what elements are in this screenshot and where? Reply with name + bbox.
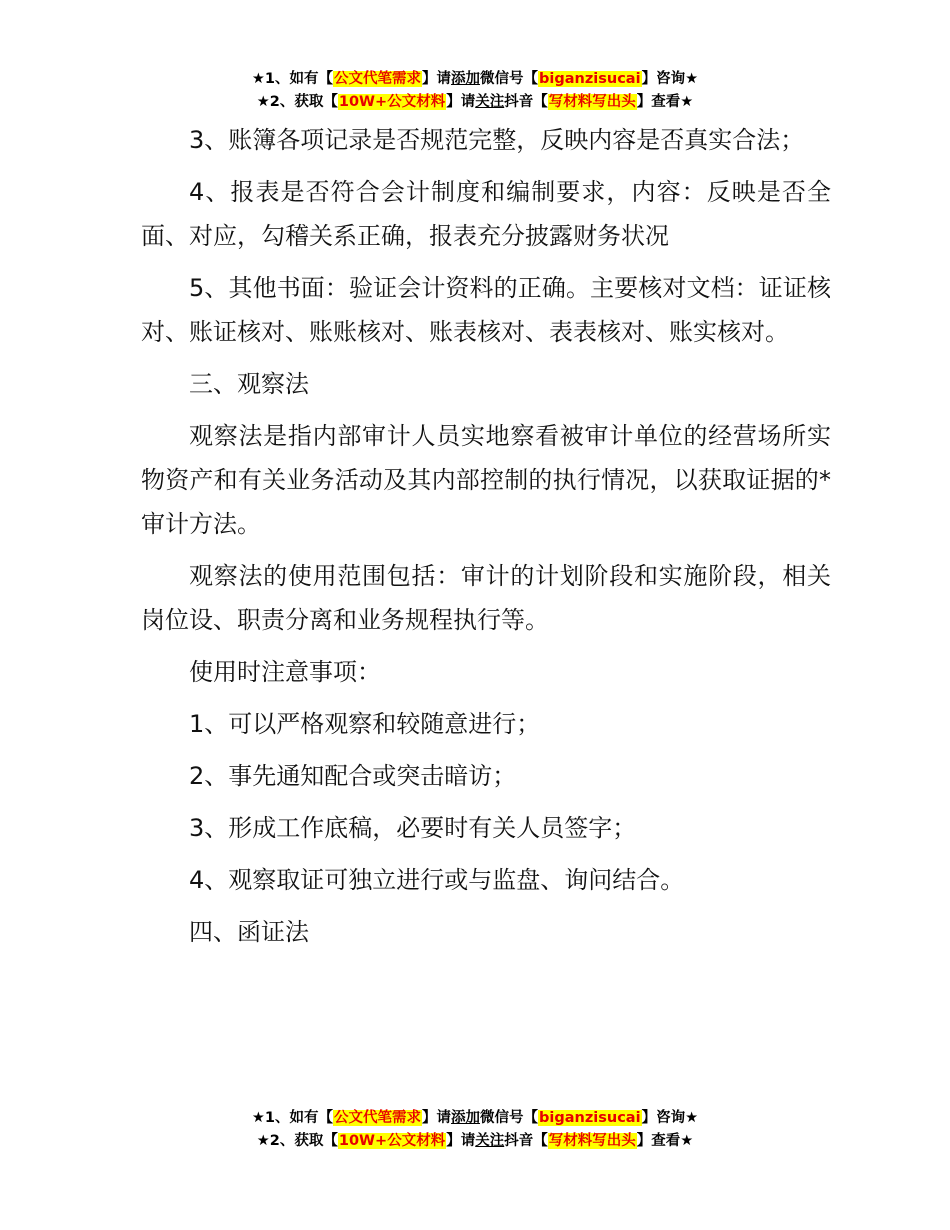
highlight-materials: 10W+公文材料 [338,1133,446,1149]
banner-text: 】请 [422,1110,452,1126]
list-item: 1、可以严格观察和较随意进行； [189,710,541,738]
banner-line-2 [0,1130,950,1153]
section-heading: 四、函证法 [189,918,309,946]
banner-line-1 [0,1107,950,1130]
footer-banner [0,1107,950,1153]
list-item: 2、事先通知配合或突击暗访； [189,762,517,790]
header-banner [0,68,950,114]
highlight-service: 公文代笔需求 [334,1110,422,1126]
paragraph: 4、报表是否符合会计制度和编制要求，内容：反映是否全面、对应，勾稽关系正确，报表充分披露财务状况 [141,178,831,250]
paragraph: 观察法是指内部审计人员实地察看被审计单位的经营场所实物资产和有关业务活动及其内部控制的执行情况，以获取证据的*审计方法。 [141,422,831,538]
banner-text: 抖音【 [504,94,548,110]
banner-text: 】请 [446,1133,476,1149]
highlight-douyin: 写材料写出头 [548,1133,636,1149]
banner-text: ★2、获取【 [256,1133,338,1149]
banner-text: ★2、获取【 [256,94,338,110]
banner-text: 】查看★ [636,94,694,110]
list-item: 4、观察取证可独立进行或与监盘、询问结合。 [189,866,685,894]
section-heading: 三、观察法 [189,370,309,398]
banner-text: 微信号【 [480,71,539,87]
banner-text: 】查看★ [636,1133,694,1149]
highlight-wechat-id: biganzisucai [539,1110,641,1126]
banner-line-2 [0,91,950,114]
banner-text: 】请 [446,94,476,110]
paragraph: 3、账簿各项记录是否规范完整，反映内容是否真实合法； [189,126,805,154]
banner-text: 微信号【 [480,1110,539,1126]
paragraph: 观察法的使用范围包括：审计的计划阶段和实施阶段，相关岗位设、职责分离和业务规程执行等。 [141,562,831,634]
paragraph: 使用时注意事项： [189,658,381,686]
banner-text: 抖音【 [504,1133,548,1149]
highlight-douyin: 写材料写出头 [548,94,636,110]
list-item: 3、形成工作底稿，必要时有关人员签字； [189,814,637,842]
underlined-follow: 关注 [475,94,505,110]
highlight-service: 公文代笔需求 [334,71,422,87]
highlight-materials: 10W+公文材料 [338,94,446,110]
document-body [141,118,831,962]
banner-text: 】请 [422,71,452,87]
banner-text: ★1、如有【 [251,1110,334,1126]
banner-text: 】咨询★ [641,71,699,87]
underlined-add: 添加 [451,1110,481,1126]
banner-text: 】咨询★ [641,1110,699,1126]
banner-text: ★1、如有【 [251,71,334,87]
highlight-wechat-id: biganzisucai [539,71,641,87]
banner-line-1 [0,68,950,91]
underlined-follow: 关注 [475,1133,505,1149]
underlined-add: 添加 [451,71,481,87]
paragraph: 5、其他书面：验证会计资料的正确。主要核对文档：证证核对、账证核对、账账核对、账表核对、表表核对、账实核对。 [141,274,831,346]
